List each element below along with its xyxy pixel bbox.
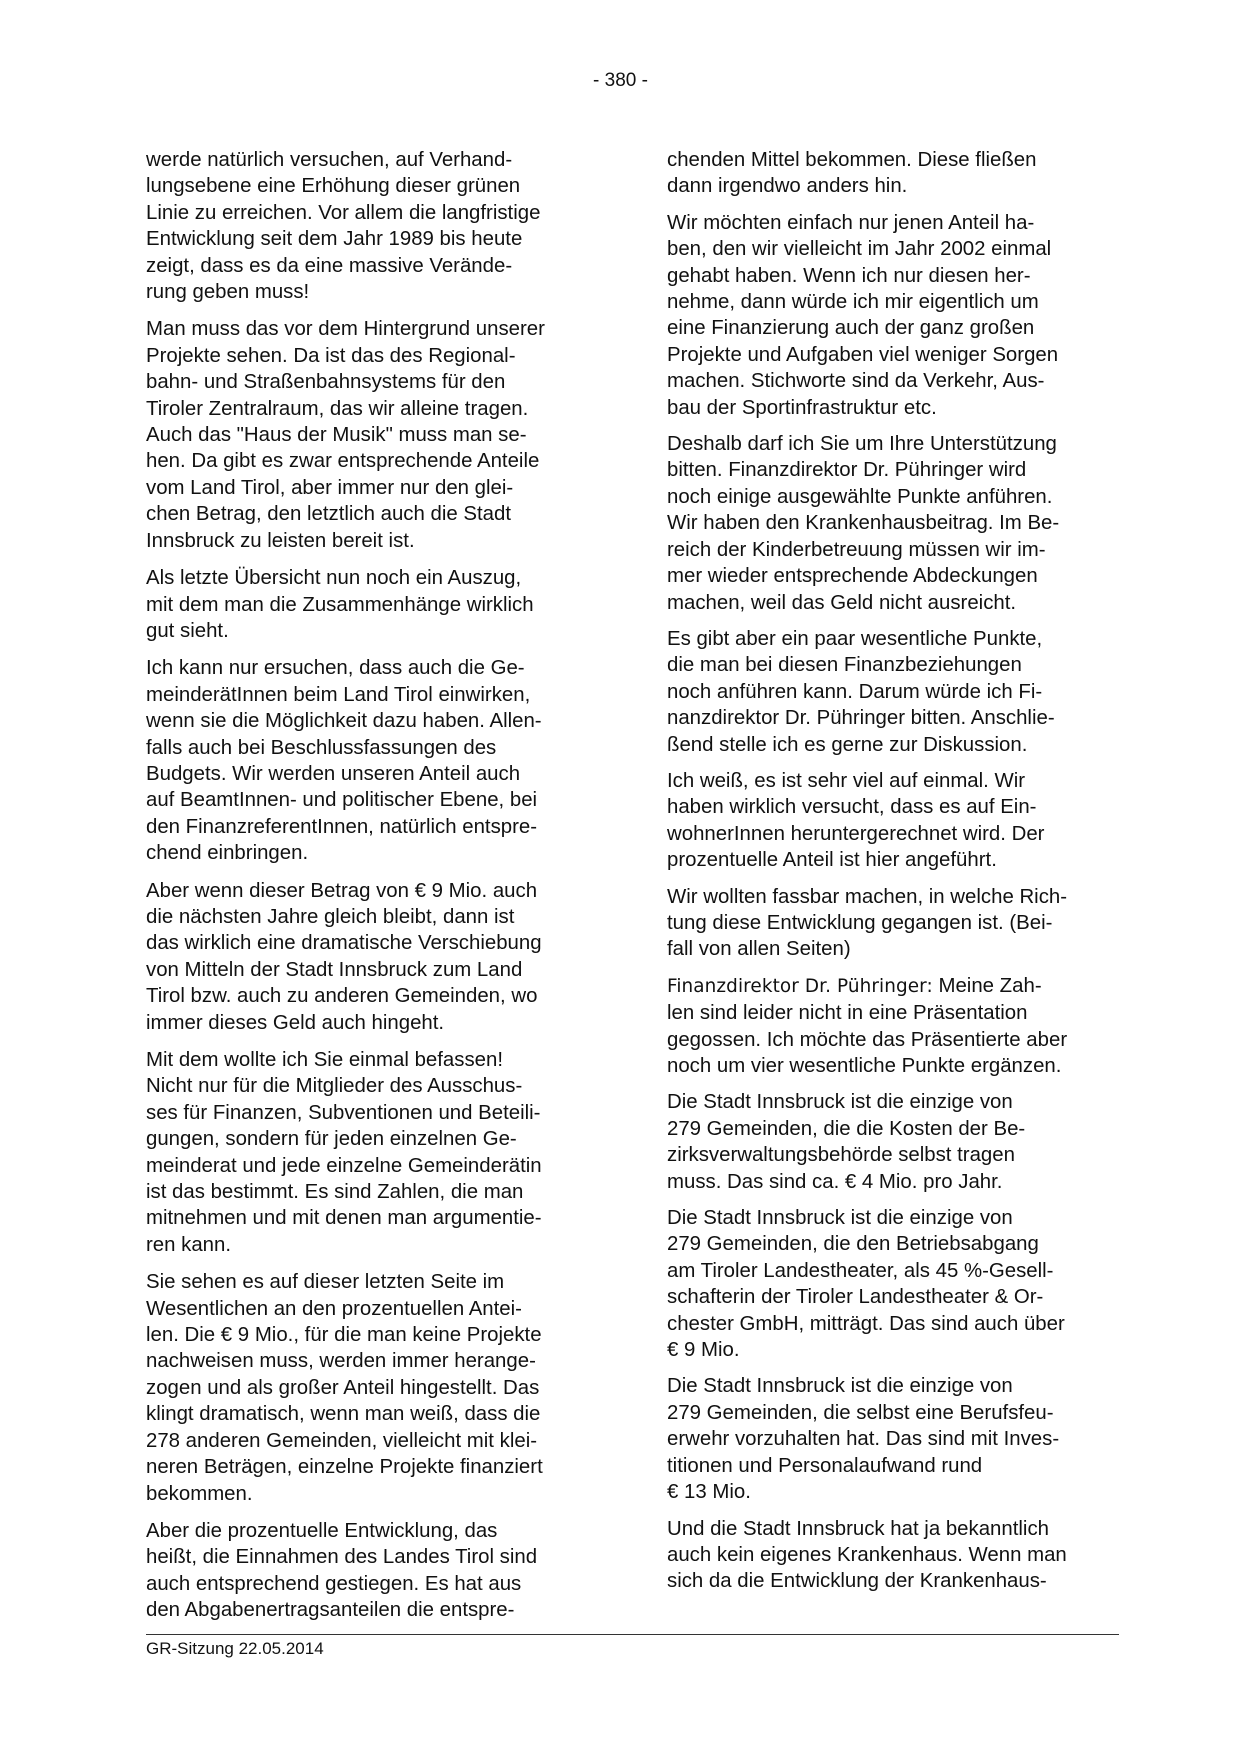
paragraph: Es gibt aber ein paar wesentliche Punkte, die man bei diesen Finanzbeziehungen noch anführen kann. Darum würde ich Fi- nanzdirektor Dr. Pühringer bitten. Anschlie- ßend stelle ich es gerne zur Diskussion.	[667, 627, 1055, 756]
speaker-name: Finanzdirektor Dr. Pühringer:	[667, 975, 933, 997]
page-number: - 380 -	[593, 70, 648, 91]
paragraph: Ich weiß, es ist sehr viel auf einmal. Wir haben wirklich versucht, dass es auf Ein- wohnerInnen heruntergerechnet wird. Der prozentuelle Anteil ist hier angeführt.	[667, 769, 1045, 872]
footer-session-date: GR-Sitzung 22.05.2014	[146, 1639, 324, 1658]
paragraph: Wir möchten einfach nur jenen Anteil ha- ben, den wir vielleicht im Jahr 2002 einmal gehabt haben. Wenn ich nur diesen her- nehme, dann würde ich mir eigentlich um eine Finanzierung auch der ganz großen Projekte und Aufgaben viel weniger Sorgen machen. Stichworte sind da Verkehr, Aus- bau der Sportinfrastruktur etc.	[667, 211, 1059, 419]
paragraph: Als letzte Übersicht nun noch ein Auszug, mit dem man die Zusammenhänge wirklich gut sieht.	[146, 567, 534, 642]
paragraph: Die Stadt Innsbruck ist die einzige von 279 Gemeinden, die die Kosten der Be- zirksverwaltungsbehörde selbst tragen muss. Das sind ca. € 4 Mio. pro Jahr.	[667, 1091, 1026, 1193]
paragraph: Mit dem wollte ich Sie einmal befassen! Nicht nur für die Mitglieder des Ausschus- ses für Finanzen, Subventionen und Beteili- gungen, sondern für jeden einzelnen Ge- meinderat und jede einzelne Gemeinderätin ist das bestimmt. Es sind Zahlen, die man mitnehmen und mit denen man argumentie- ren kann.	[146, 1049, 542, 1256]
paragraph: Und die Stadt Innsbruck hat ja bekanntlich auch kein eigenes Krankenhaus. Wenn man sich da die Entwicklung der Krankenhaus-	[667, 1517, 1067, 1593]
paragraph: Aber wenn dieser Betrag von € 9 Mio. auch die nächsten Jahre gleich bleibt, dann ist das wirklich eine dramatische Verschiebung von Mitteln der Stadt Innsbruck zum Land Tirol bzw. auch zu anderen Gemeinden, wo immer dieses Geld auch hingeht.	[146, 879, 542, 1034]
right-column	[667, 147, 1117, 1605]
paragraph: Sie sehen es auf dieser letzten Seite im Wesentlichen an den prozentuellen Antei- len. Die € 9 Mio., für die man keine Projekte nachweisen muss, werden immer herange- zogen und als großer Anteil hingestellt. Das klingt dramatisch, wenn man weiß, dass die 278 anderen Gemeinden, vielleicht mit klei- neren Beträgen, einzelne Projekte finanziert bekommen.	[146, 1271, 543, 1505]
footer-divider	[146, 1634, 1119, 1635]
paragraph: Aber die prozentuelle Entwicklung, das heißt, die Einnahmen des Landes Tirol sind auch entsprechend gestiegen. Es hat aus den Abgabenertragsanteilen die entspre-	[146, 1519, 538, 1622]
paragraph: chenden Mittel bekommen. Diese fließen dann irgendwo anders hin.	[667, 149, 1037, 198]
paragraph: Die Stadt Innsbruck ist die einzige von 279 Gemeinden, die den Betriebsabgang am Tiroler Landestheater, als 45 %-Gesell- schafterin der Tiroler Landestheater & Or- chester GmbH, mitträgt. Das sind auch über € 9 Mio.	[667, 1207, 1065, 1362]
paragraph: Ich kann nur ersuchen, dass auch die Ge- meinderätInnen beim Land Tirol einwirken, wenn sie die Möglichkeit dazu haben. Allen- falls auch bei Beschlussfassungen des Budgets. Wir werden unseren Anteil auch auf BeamtInnen- und politischer Ebene, bei den FinanzreferentInnen, natürlich entspre- chend einbringen.	[146, 657, 542, 865]
paragraph: Die Stadt Innsbruck ist die einzige von 279 Gemeinden, die selbst eine Berufsfeu- erwehr vorzuhalten hat. Das sind mit Inves- titionen und Personalaufwand rund € 13 Mio.	[667, 1375, 1060, 1504]
speaker-text: Meine Zah- len sind leider nicht in eine Präsentation gegossen. Ich möchte das Präsentierte aber noch um vier wesentliche Punkte ergänzen.	[667, 974, 1068, 1077]
left-column	[146, 147, 596, 1635]
paragraph: Deshalb darf ich Sie um Ihre Unterstützung bitten. Finanzdirektor Dr. Pühringer wird noch einige ausgewählte Punkte anführen. Wir haben den Krankenhausbeitrag. Im Be- reich der Kinderbetreuung müssen wir im- mer wieder entsprechende Abdeckungen machen, weil das Geld nicht ausreicht.	[667, 433, 1060, 614]
paragraph: Man muss das vor dem Hintergrund unserer Projekte sehen. Da ist das des Regional- bahn- und Straßenbahnsystems für den Tiroler Zentralraum, das wir alleine tragen. Auch das "Haus der Musik" muss man se- hen. Da gibt es zwar entsprechende Anteile vom Land Tirol, aber immer nur den glei- chen Betrag, den letztlich auch die Stadt Innsbruck zu leisten bereit ist.	[146, 318, 545, 552]
paragraph: Wir wollten fassbar machen, in welche Rich- tung diese Entwicklung gegangen ist. (Bei- fall von allen Seiten)	[667, 885, 1068, 961]
paragraph: werde natürlich versuchen, auf Verhand- lungsebene eine Erhöhung dieser grünen Linie zu erreichen. Vor allem die langfristige Entwicklung seit dem Jahr 1989 bis heute zeigt, dass es da eine massive Verände- rung geben muss!	[146, 149, 541, 304]
speaker-paragraph	[667, 973, 1117, 1080]
